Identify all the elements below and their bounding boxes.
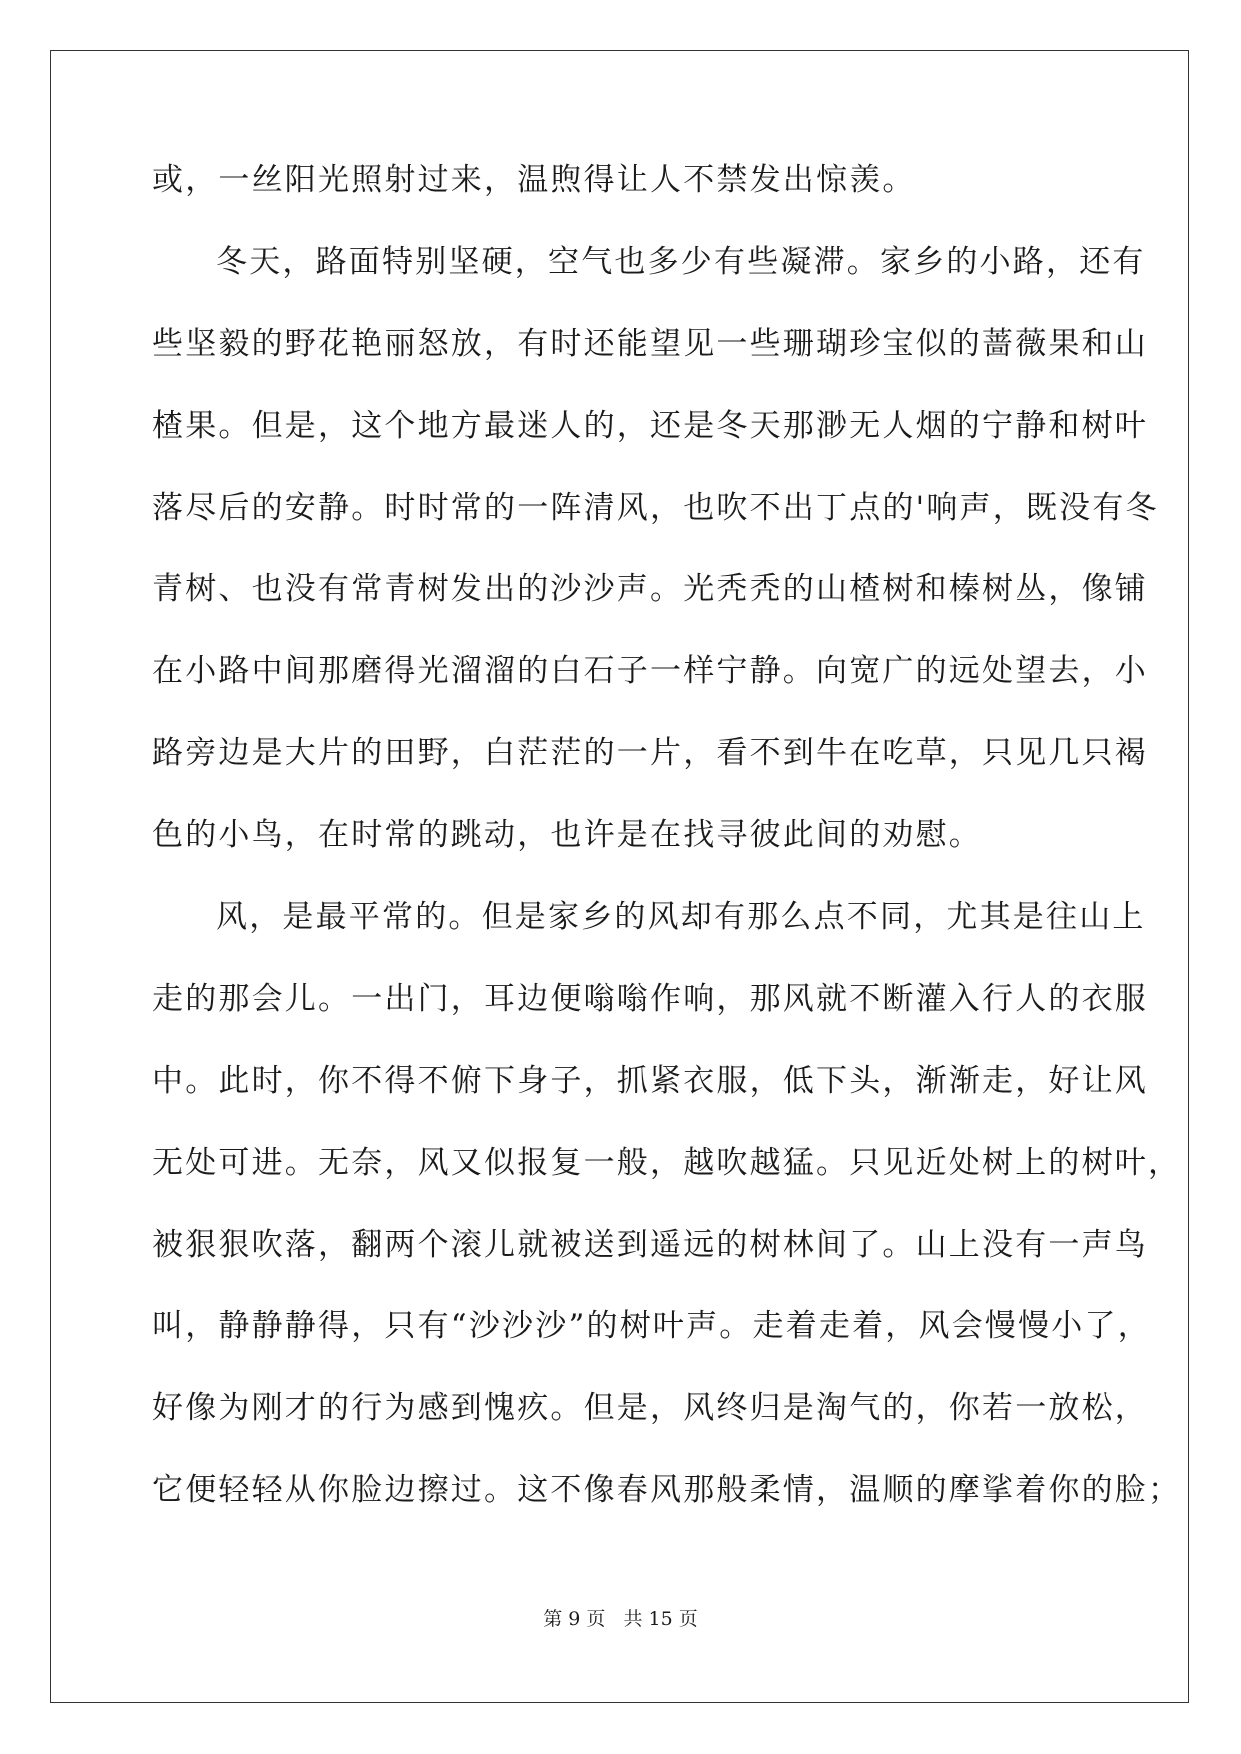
text-line: 风，是最平常的。但是家乡的风却有那么点不同，尤其是往山上 [216, 899, 1146, 936]
text-line: 在小路中间那磨得光溜溜的白石子一样宁静。向宽广的远处望去，小 [152, 653, 1148, 690]
text-line: 无处可进。无奈，风又似报复一般，越吹越猛。只见近处树上的树叶， [152, 1144, 1182, 1181]
text-line: 走的那会儿。一出门，耳边便嗡嗡作响，那风就不断灌入行人的衣服 [152, 980, 1148, 1017]
text-line: 好像为刚才的行为感到愧疚。但是，风终归是淘气的，你若一放松， [152, 1390, 1148, 1427]
text-line: 被狠狠吹落，翻两个滚儿就被送到遥远的树林间了。山上没有一声鸟 [152, 1226, 1148, 1263]
text-line: 楂果。但是，这个地方最迷人的，还是冬天那渺无人烟的宁静和树叶 [152, 407, 1148, 444]
page-total: 共 15 页 [623, 1608, 698, 1630]
page-number: 第 9 页 [543, 1608, 606, 1630]
text-line: 落尽后的安静。时时常的一阵清风，也吹不出丁点的'响声，既没有冬 [152, 489, 1159, 526]
text-line: 叫，静静静得，只有“沙沙沙”的树叶声。走着走着，风会慢慢小了， [152, 1308, 1151, 1345]
text-line: 些坚毅的野花艳丽怒放，有时还能望见一些珊瑚珍宝似的蔷薇果和山 [152, 325, 1148, 362]
document-body [152, 150, 1182, 1542]
text-line: 或，一丝阳光照射过来，温煦得让人不禁发出惊羡。 [152, 162, 916, 198]
text-line: 中。此时，你不得不俯下身子，抓紧衣服，低下头，渐渐走，好让风 [152, 1062, 1148, 1099]
text-line: 青树、也没有常青树发出的沙沙声。光秃秃的山楂树和榛树丛，像铺 [152, 571, 1148, 608]
text-line: 色的小鸟，在时常的跳动，也许是在找寻彼此间的劝慰。 [152, 817, 982, 854]
page-footer [0, 1604, 1241, 1631]
text-line: 它便轻轻从你脸边擦过。这不像春风那般柔情，温顺的摩挲着你的脸； [152, 1472, 1182, 1509]
text-line: 路旁边是大片的田野，白茫茫的一片，看不到牛在吃草，只见几只褐 [152, 735, 1148, 772]
text-line: 冬天，路面特别坚硬，空气也多少有些凝滞。家乡的小路，还有 [216, 243, 1146, 280]
